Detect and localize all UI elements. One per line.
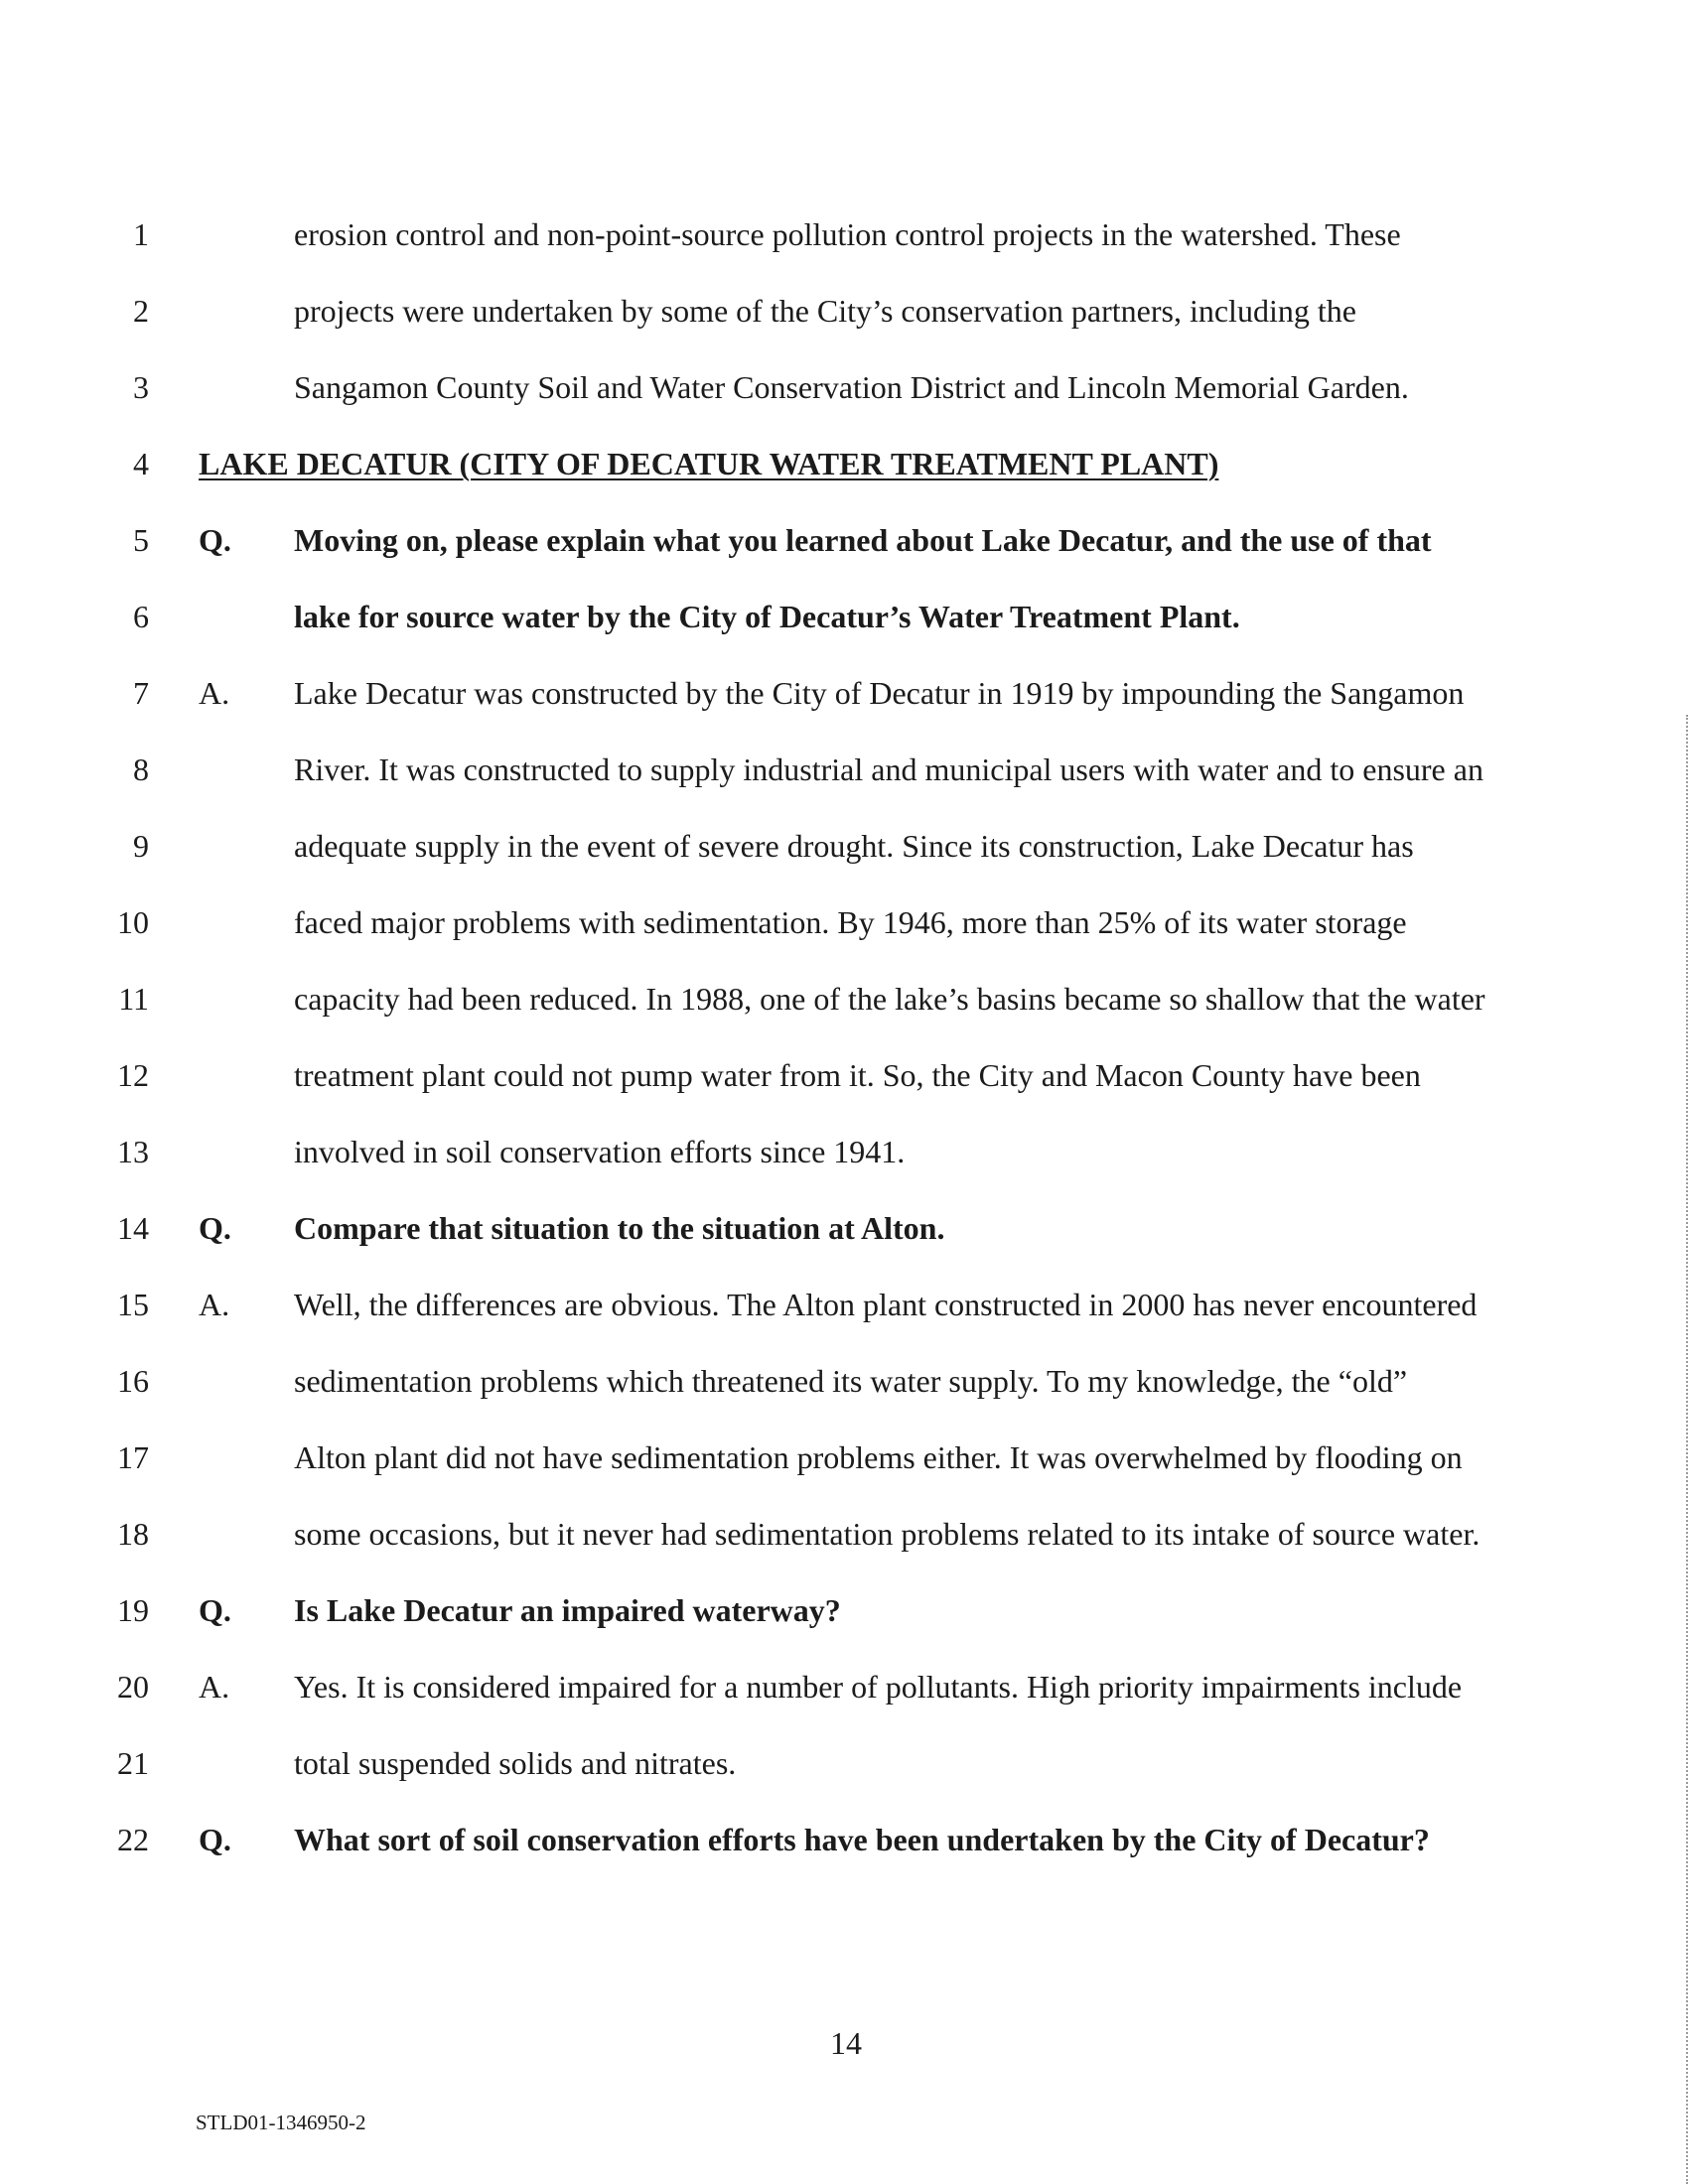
line-number: 11: [118, 981, 149, 1017]
line-number: 2: [133, 293, 149, 329]
answer-label: A.: [199, 1669, 230, 1705]
answer-text: sedimentation problems which threatened its water supply. To my knowledge, the “old”: [294, 1363, 1408, 1399]
line-number: 12: [117, 1057, 149, 1093]
line-number: 5: [133, 522, 149, 558]
answer-line: [0, 663, 1692, 723]
line-number: 21: [117, 1745, 149, 1781]
answer-text: treatment plant could not pump water from it. So, the City and Macon County have been: [294, 1057, 1421, 1093]
question-label: Q.: [199, 1592, 231, 1628]
line-number: 7: [133, 675, 149, 711]
line-number: 6: [133, 599, 149, 634]
answer-line: [0, 1657, 1692, 1716]
answer-text: adequate supply in the event of severe drought. Since its construction, Lake Decatur has: [294, 828, 1414, 864]
question-label: Q.: [199, 1210, 231, 1246]
line-number: 1: [133, 216, 149, 252]
line-number: 22: [117, 1822, 149, 1857]
line-text: Sangamon County Soil and Water Conservation District and Lincoln Memorial Garden.: [294, 369, 1409, 405]
answer-line: [0, 816, 1692, 876]
answer-text: Alton plant did not have sedimentation problems either. It was overwhelmed by flooding on: [294, 1439, 1463, 1475]
answer-line: [0, 1351, 1692, 1411]
answer-line: [0, 1504, 1692, 1564]
line-number: 20: [117, 1669, 149, 1705]
question-line: [0, 510, 1692, 570]
line-number: 13: [117, 1134, 149, 1169]
section-heading: LAKE DECATUR (CITY OF DECATUR WATER TREATMENT PLANT): [199, 446, 1219, 481]
line-number: 3: [133, 369, 149, 405]
answer-text: faced major problems with sedimentation. By 1946, more than 25% of its water storage: [294, 904, 1407, 940]
answer-text: Yes. It is considered impaired for a number of pollutants. High priority impairments include: [294, 1669, 1463, 1705]
line-text: erosion control and non-point-source pollution control projects in the watershed. These: [294, 216, 1401, 252]
line-text: projects were undertaken by some of the City’s conservation partners, including the: [294, 293, 1356, 329]
answer-line: [0, 1045, 1692, 1105]
question-line: [0, 1810, 1692, 1869]
question-line: [0, 1580, 1692, 1640]
answer-text: River. It was constructed to supply industrial and municipal users with water and to ensure an: [294, 751, 1483, 787]
line-number: 17: [117, 1439, 149, 1475]
question-text: lake for source water by the City of Decatur’s Water Treatment Plant.: [294, 599, 1240, 634]
answer-text: some occasions, but it never had sedimentation problems related to its intake of source water.: [294, 1516, 1480, 1552]
answer-label: A.: [199, 1287, 230, 1322]
question-text: Moving on, please explain what you learned about Lake Decatur, and the use of that: [294, 522, 1432, 558]
answer-line: [0, 1733, 1692, 1793]
line-number: 4: [133, 446, 149, 481]
answer-line: [0, 740, 1692, 799]
answer-line: [0, 1428, 1692, 1487]
transcript-line: [0, 205, 1692, 264]
line-number: 8: [133, 751, 149, 787]
question-label: Q.: [199, 522, 231, 558]
question-label: Q.: [199, 1822, 231, 1857]
answer-line: [0, 969, 1692, 1028]
line-number: 19: [117, 1592, 149, 1628]
answer-text: Lake Decatur was constructed by the City of Decatur in 1919 by impounding the Sangamon: [294, 675, 1465, 711]
document-id: STLD01-1346950-2: [196, 2111, 366, 2134]
transcript-line: [0, 357, 1692, 417]
answer-line: [0, 1122, 1692, 1181]
question-line: [0, 1198, 1692, 1258]
scan-edge-line: [1686, 715, 1692, 2184]
answer-text: total suspended solids and nitrates.: [294, 1745, 737, 1781]
line-number: 16: [117, 1363, 149, 1399]
question-text: Is Lake Decatur an impaired waterway?: [294, 1592, 841, 1628]
transcript-line: [0, 281, 1692, 341]
line-number: 18: [117, 1516, 149, 1552]
line-number: 9: [133, 828, 149, 864]
answer-label: A.: [199, 675, 230, 711]
answer-line: [0, 1275, 1692, 1334]
page-number: 14: [830, 2025, 862, 2061]
answer-text: capacity had been reduced. In 1988, one of the lake’s basins became so shallow that the water: [294, 981, 1485, 1017]
section-heading-line: [0, 434, 1692, 493]
answer-line: [0, 892, 1692, 952]
line-number: 14: [117, 1210, 149, 1246]
question-line: [0, 587, 1692, 646]
question-text: What sort of soil conservation efforts have been undertaken by the City of Decatur?: [294, 1822, 1430, 1857]
question-text: Compare that situation to the situation at Alton.: [294, 1210, 945, 1246]
line-number: 10: [117, 904, 149, 940]
line-number: 15: [117, 1287, 149, 1322]
answer-text: Well, the differences are obvious. The Alton plant constructed in 2000 has never encountered: [294, 1287, 1478, 1322]
answer-text: involved in soil conservation efforts since 1941.: [294, 1134, 906, 1169]
